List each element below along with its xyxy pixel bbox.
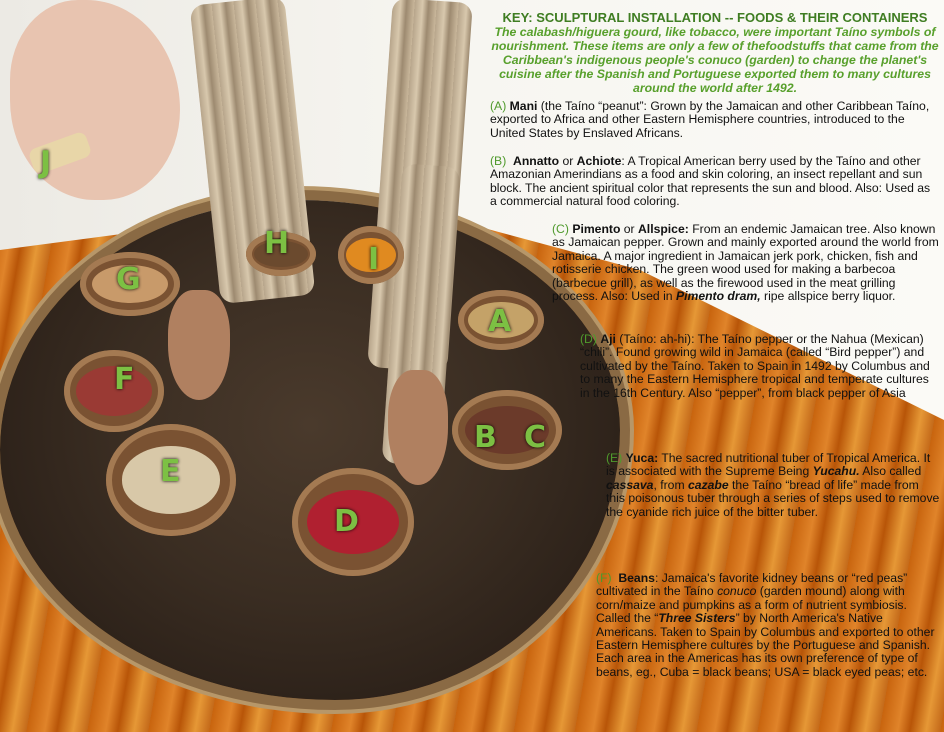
entry-text: ” by North America's Native Americans. Taken to Spain by Columbus and exported to other Eastern Hemisphere cultures by the Portuguese and Spanish. Each area in the Americas has its own preference of type of beans, eg., Cuba = black beans; USA = black eyed peas; etc. <box>596 611 935 679</box>
entry-e <box>606 452 940 519</box>
photo-label-c: C <box>524 420 547 455</box>
entry-text: (the Taíno “peanut”: Grown by the Jamaican and other Caribbean Taíno, exported to Africa and other Eastern Hemisphere countries, introduced to the United States by Enslaved Africans. <box>490 99 930 140</box>
photo-label-a: A <box>488 304 512 339</box>
photo-label-g: G <box>116 262 141 297</box>
photo-label-b: B <box>474 420 497 455</box>
entry-text: , from <box>653 477 688 492</box>
entry-text: the Taíno “bread of life” made from this poisonous tuber through a series of steps used to remove the cyanide rich juice of the bitter tuber. <box>606 477 940 519</box>
entry-text: The sacred nutritional tuber of Tropical America. It is associated with the Supreme Being <box>606 451 931 479</box>
entry-text: (Taíno: ah-hi): The Taíno pepper or the Nahua (Mexican) “chili”. Found growing wild in Jamaica (called “Bird pepper”) and cultivated by the Taíno. Taken to Spain in 1492 by Columbus and to many the Eastern Hemisphere tropical and temperate cultures in the 16th Century. Also “pepper”, from black pepper of Asia <box>580 332 930 400</box>
entry-name-alt: Achiote <box>576 154 622 168</box>
entry-emphasis: Yucahu. <box>812 464 860 479</box>
sculpture-foot-right <box>388 370 448 485</box>
entry-emphasis: Pimento dram, <box>675 289 761 304</box>
entry-emphasis: cazabe <box>688 477 729 492</box>
entry-b <box>490 155 940 209</box>
entry-letter: (D) <box>580 332 597 346</box>
entry-text: (garden mound) along with corn/maize and pumpkins as a form of nutrient symbiosis. Called the “ <box>596 584 907 626</box>
entry-name: Mani <box>509 99 538 113</box>
entry-c <box>552 223 940 303</box>
entry-letter: (B) <box>490 154 507 168</box>
entry-letter: (C) <box>552 222 569 236</box>
entry-text: : Jamaica's favorite kidney beans or “red peas” cultivated in the Taíno <box>596 571 908 599</box>
entry-text: From an endemic Jamaican tree. Also known as Jamaican pepper. Grown and mainly exported around the world from Jamaica. A major ingredient in Jamaican jerk pork, chicken, fish and rotisserie chicken. The green wood used for making a barbecoa (barbecue grill), as well as the firewood used in the meat grilling process. Also: Used in <box>552 222 939 304</box>
entry-name: Pimento <box>572 222 621 236</box>
entry-name: Beans <box>618 571 655 585</box>
photo-label-j: J <box>40 145 52 180</box>
entry-emphasis: conuco <box>717 584 757 599</box>
entry-name-alt: Allspice: <box>638 222 689 236</box>
entry-text: : A Tropical American berry used by the Taíno and other Amazonian Amerindians as a food and skin coloring, an insect repellant and sun block. The ancient spiritual color that represents the sun and blood. Also: Used as a commercial natural food coloring. <box>490 154 931 209</box>
photo-label-h: H <box>264 226 290 261</box>
entry-text: Also called <box>859 464 922 479</box>
photo-label-i: I <box>368 242 380 277</box>
entry-text: or <box>620 222 638 236</box>
entry-letter: (A) <box>490 99 507 113</box>
entry-a <box>490 100 940 140</box>
entry-text: ripe allspice berry liquor. <box>760 289 896 304</box>
entry-name: Annatto <box>513 154 560 168</box>
entry-emphasis: cassava <box>606 477 654 492</box>
entry-emphasis: Three Sisters <box>658 611 736 626</box>
photo-label-d: D <box>334 504 359 539</box>
sculpture-foot-left <box>168 290 230 400</box>
entry-letter: (E) <box>606 451 623 465</box>
photo-label-f: F <box>114 362 135 397</box>
entry-text: or <box>559 154 577 168</box>
entry-d <box>580 333 940 400</box>
entry-letter: (F) <box>596 571 612 585</box>
key-intro: The calabash/higuera gourd, like tobacco, were important Taíno symbols of nourishment. These items are only a few of thefoodstuffs that came from the Caribbean's indigenous people's conuco (garden) to change the planet's cuisine after the Spanish and Portuguese exported them to many cultures around the world after 1492. <box>491 25 939 95</box>
key-title: KEY: SCULPTURAL INSTALLATION -- FOODS & THEIR CONTAINERS <box>502 10 928 25</box>
entry-name: Aji <box>600 332 616 346</box>
entry-f <box>596 572 940 679</box>
entry-name: Yuca: <box>625 451 659 465</box>
photo-label-e: E <box>160 454 181 489</box>
